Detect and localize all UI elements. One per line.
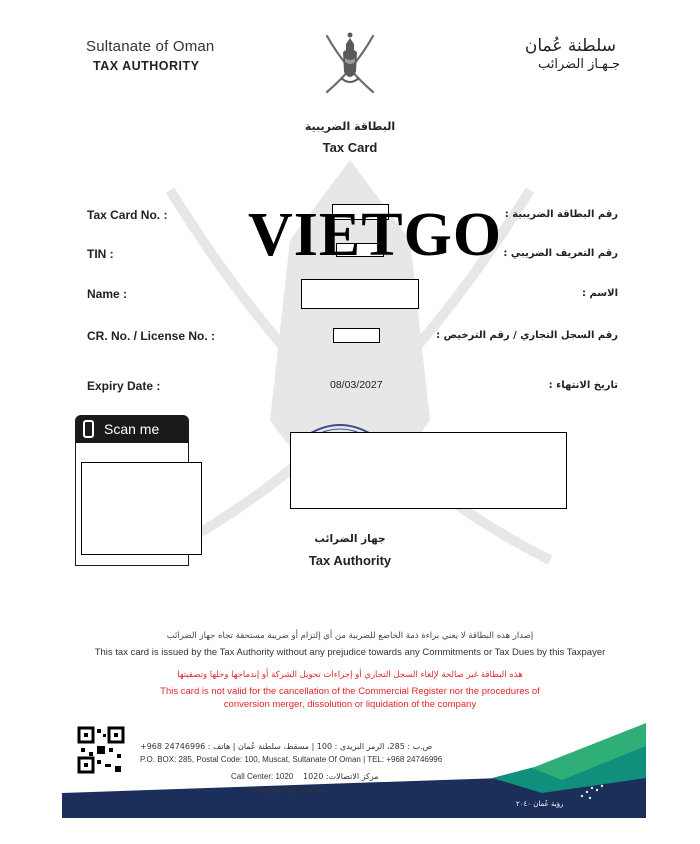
cr-no-label-ar: رقم السجل التجاري / رقم الترخيص : — [436, 330, 618, 341]
disclaimer-ar-2: هذه البطاقة غير صالحة لإلغاء السجل التجاري أو إجراءات تحويل الشركة أو إندماجها وحلها وتصفيتها — [177, 670, 523, 680]
header-sultanate: Sultanate of Oman — [86, 38, 215, 55]
redacted-cr-no — [333, 328, 380, 343]
vietgo-watermark: VIETGO — [248, 201, 503, 269]
scan-me-label: Scan me — [104, 421, 160, 437]
tax-card-no-label: Tax Card No. : — [87, 208, 168, 222]
footer-address-ar: ص.ب : 285، الرمز البريدي : 100 | مسقط، سلطنة عُمان | هاتف : 24746996 968+ — [140, 742, 433, 751]
redacted-name — [301, 279, 419, 309]
header-sultanate-ar: سلطنة عُمان — [524, 36, 616, 56]
disclaimer-en-2a: This card is not valid for the cancellation of the Commercial Register nor the procedures of — [160, 686, 540, 697]
expiry-date-label-ar: تاريخ الانتهاء : — [548, 380, 618, 391]
name-label: Name : — [87, 287, 128, 301]
footer-website: www.taxoman.gov.om — [249, 786, 327, 795]
tin-label: TIN : — [87, 247, 114, 261]
tax-card-no-label-ar: رقم البطاقة الضريبية : — [504, 209, 618, 220]
redacted-stamp-area — [290, 432, 567, 509]
footer-address-en: P.O. BOX: 285, Postal Code: 100, Muscat, Sultanate Of Oman | TEL: +968 24746996 — [140, 755, 443, 764]
disclaimer-ar-1: إصدار هذه البطاقة لا يعني براءة ذمة الخاضع للضريبة من أي إلتزام أو ضريبة مستحقة تجاه جهاز الضرائب — [166, 631, 534, 641]
footer-call-center: Call Center: 1020 — [231, 772, 294, 781]
vision-2040-logo: رؤية عُمان ٢٠٤٠ — [516, 800, 564, 808]
title-english: Tax Card — [322, 140, 378, 155]
expiry-date-label: Expiry Date : — [87, 379, 161, 393]
footer-qr-code-icon — [77, 726, 125, 774]
authority-arabic: جهاز الضرائب — [314, 533, 386, 545]
header-tax-authority-ar: جـهـاز الضرائب — [537, 57, 620, 72]
expiry-date-value: 08/03/2027 — [330, 379, 383, 391]
title-arabic: البطاقة الضريبية — [304, 120, 396, 133]
authority-english: Tax Authority — [308, 553, 392, 568]
oman-emblem-icon — [321, 28, 379, 98]
phone-icon — [83, 420, 94, 438]
disclaimer-en-1: This tax card is issued by the Tax Authority without any prejudice towards any Commitments or Tax Dues by this Taxpayer — [94, 647, 606, 658]
name-label-ar: الاسم : — [581, 288, 618, 299]
disclaimer-en-2b: conversion merger, dissolution or liquidation of the company — [223, 699, 477, 710]
tin-label-ar: رقم التعريف الضريبي : — [503, 248, 618, 259]
footer-call-center-ar: مركز الاتصالات: 1020 — [303, 772, 379, 781]
header-tax-authority: TAX AUTHORITY — [93, 59, 200, 73]
cr-no-label: CR. No. / License No. : — [87, 329, 216, 343]
